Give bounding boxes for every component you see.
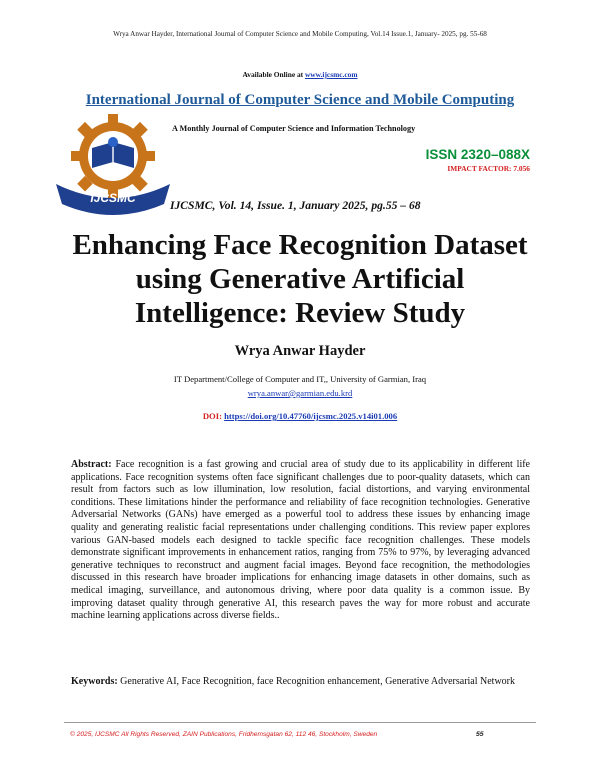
keywords [71,676,530,689]
issn: ISSN 2320–088X [425,147,530,162]
journal-name[interactable]: International Journal of Computer Science and Mobile Computing [85,92,515,108]
doi-label: DOI: [202,411,225,421]
doi [0,411,600,421]
footer-divider [64,722,536,723]
abstract-label: Abstract: [71,459,116,470]
available-online-prefix: Available Online at [242,70,305,79]
author-email [0,388,600,398]
page-number: 55 [476,731,484,738]
citation: IJCSMC, Vol. 14, Issue. 1, January 2025, pg.55 – 68 [170,199,421,212]
keywords-text: Generative AI, Face Recognition, face Recognition enhancement, Generative Adversarial Network [120,676,516,687]
available-online [0,70,600,79]
abstract-text: Face recognition is a fast growing and crucial area of study due to its applicability in different life applications. Face recognition systems often face significant challenges due to poor-quality datasets, which can result from factors such as low illumination, low resolution, facial distortions, and varying environmental conditions. These limitations hinder the performance and reliability of face recognition technologies. Generative Adversarial Networks (GANs) have emerged as a powerful tool to address these issues by enhancing image quality and generating realistic facial representations under challenging conditions. This review paper explores various GAN-based models each designed to tackle specific face recognition challenges. These models demonstrate significant improvements in enhancement ratios, ranging from 75% to 97%, by leveraging advanced generative techniques to reconstruct and augment facial images. Beyond face recognition, the methodologies discussed in this research have broader implications for enhancing image datasets in other domains, such as medical imaging, surveillance, and autonomous driving, where poor data quality is a common issue. By improving dataset quality through generative AI, this research paves the way for more robust and accurate machine learning applications across diverse fields.. [71,459,530,622]
keywords-label: Keywords: [71,676,121,687]
doi-link[interactable]: https://doi.org/10.47760/ijcsmc.2025.v14i01.006 [224,411,398,421]
gear-book-logo-icon [48,108,178,216]
affiliation: IT Department/College of Computer and IT,, University of Garmian, Iraq [173,374,427,384]
abstract [71,459,530,623]
impact-factor: IMPACT FACTOR: 7.056 [447,164,530,173]
author-name: Wrya Anwar Hayder [234,343,366,359]
footer-copyright: © 2025, IJCSMC All Rights Reserved, ZAIN Publications, Fridhemsgatan 62, 112 46, Stockholm, Sweden [70,731,378,738]
journal-website-link[interactable]: www.ijcsmc.com [304,70,358,79]
logo-text: IJCSMC [90,191,136,205]
paper-title: Enhancing Face Recognition Dataset using Generative Artificial Intelligence: Review Study [72,229,528,329]
running-head: Wrya Anwar Hayder, International Journal of Computer Science and Mobile Computing, Vol.14 Issue.1, January- 2025, pg. 55-68 [113,30,487,38]
email-link[interactable]: wrya.anwar@garmian.edu.krd [247,388,353,398]
journal-subtitle: A Monthly Journal of Computer Science and Information Technology [172,124,416,133]
